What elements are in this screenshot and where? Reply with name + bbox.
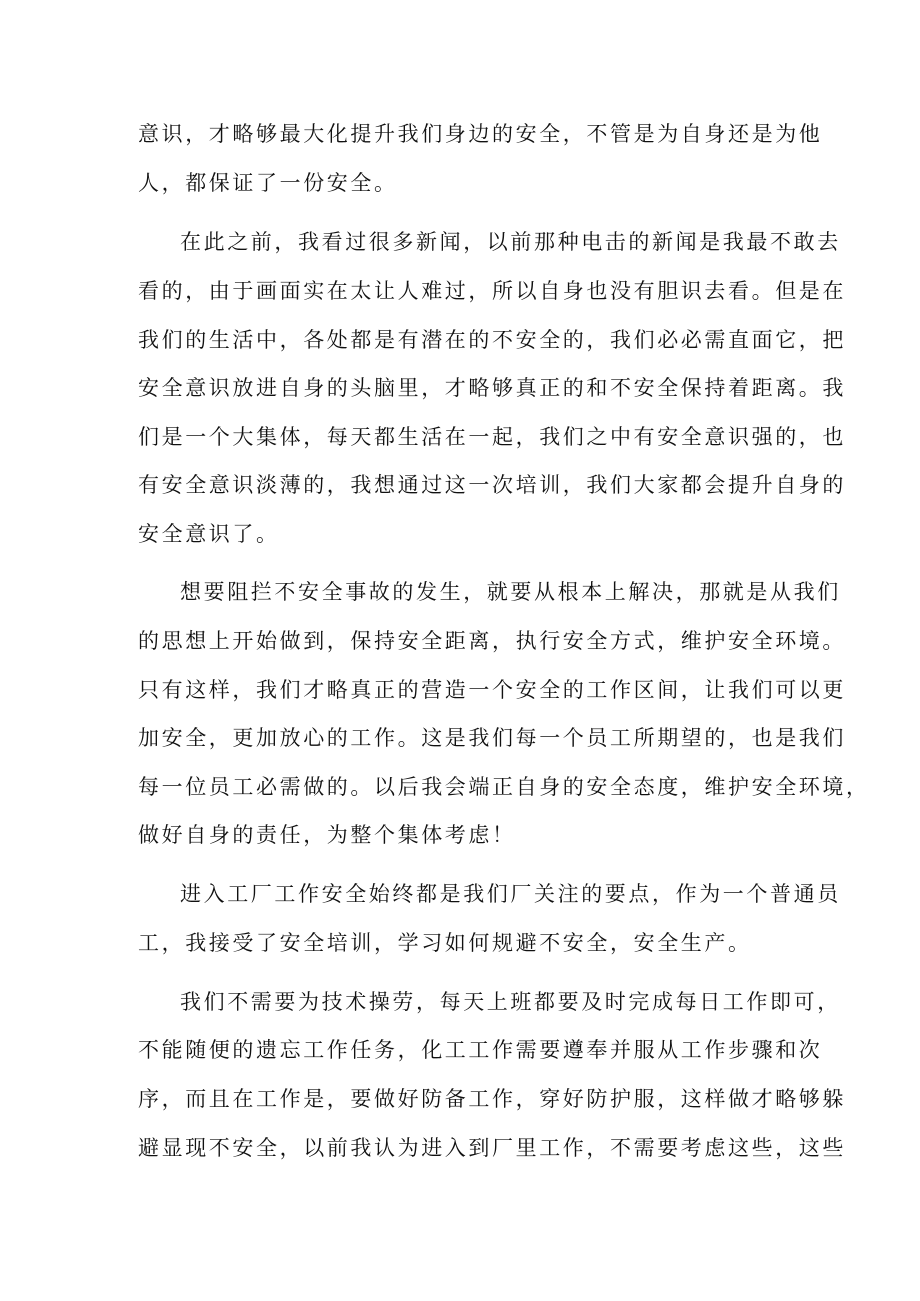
text-line: 只有这样，我们才略真正的营造一个安全的工作区间，让我们可以更 [138,678,846,702]
text-line: 人，都保证了一份安全。 [138,171,398,195]
text-line: 安全意识放进自身的头脑里，才略够真正的和不安全保持着距离。我 [138,376,846,400]
text-line: 安全意识了。 [138,522,280,546]
text-line: 意识，才略够最大化提升我们身边的安全，不管是为自身还是为他 [138,122,823,146]
text-line: 我们的生活中，各处都是有潜在的不安全的，我们必必需直面它，把 [138,328,846,352]
text-line: 看的，由于画面实在太让人难过，所以自身也没有胆识去看。但是在 [138,279,846,303]
text-line: 我们不需要为技术操劳，每天上班都要及时完成每日工作即可， [180,990,841,1014]
text-line: 避显现不安全，以前我认为进入到厂里工作，不需要考虑这些，这些 [138,1136,846,1160]
text-line: 的思想上开始做到，保持安全距离，执行安全方式，维护安全环境。 [138,629,846,653]
text-line: 们是一个大集体，每天都生活在一起，我们之中有安全意识强的，也 [138,425,846,449]
text-line: 在此之前，我看过很多新闻，以前那种电击的新闻是我最不敢去 [180,230,841,254]
text-line: 做好自身的责任，为整个集体考虑！ [138,823,516,847]
text-line: 进入工厂工作安全始终都是我们厂关注的要点，作为一个普通员 [180,882,841,906]
text-line: 工，我接受了安全培训，学习如何规避不安全，安全生产。 [138,931,752,955]
text-line: 加安全，更加放心的工作。这是我们每一个员工所期望的，也是我们 [138,726,846,750]
text-line: 每一位员工必需做的。以后我会端正自身的安全态度，维护安全环境， [138,775,870,799]
text-line: 有安全意识淡薄的，我想通过这一次培训，我们大家都会提升自身的 [138,473,846,497]
text-line: 序，而且在工作是，要做好防备工作，穿好防护服，这样做才略够躲 [138,1087,846,1111]
text-line: 不能随便的遗忘工作任务，化工工作需要遵奉并服从工作步骤和次 [138,1038,823,1062]
text-line: 想要阻拦不安全事故的发生，就要从根本上解决，那就是从我们 [180,580,841,604]
